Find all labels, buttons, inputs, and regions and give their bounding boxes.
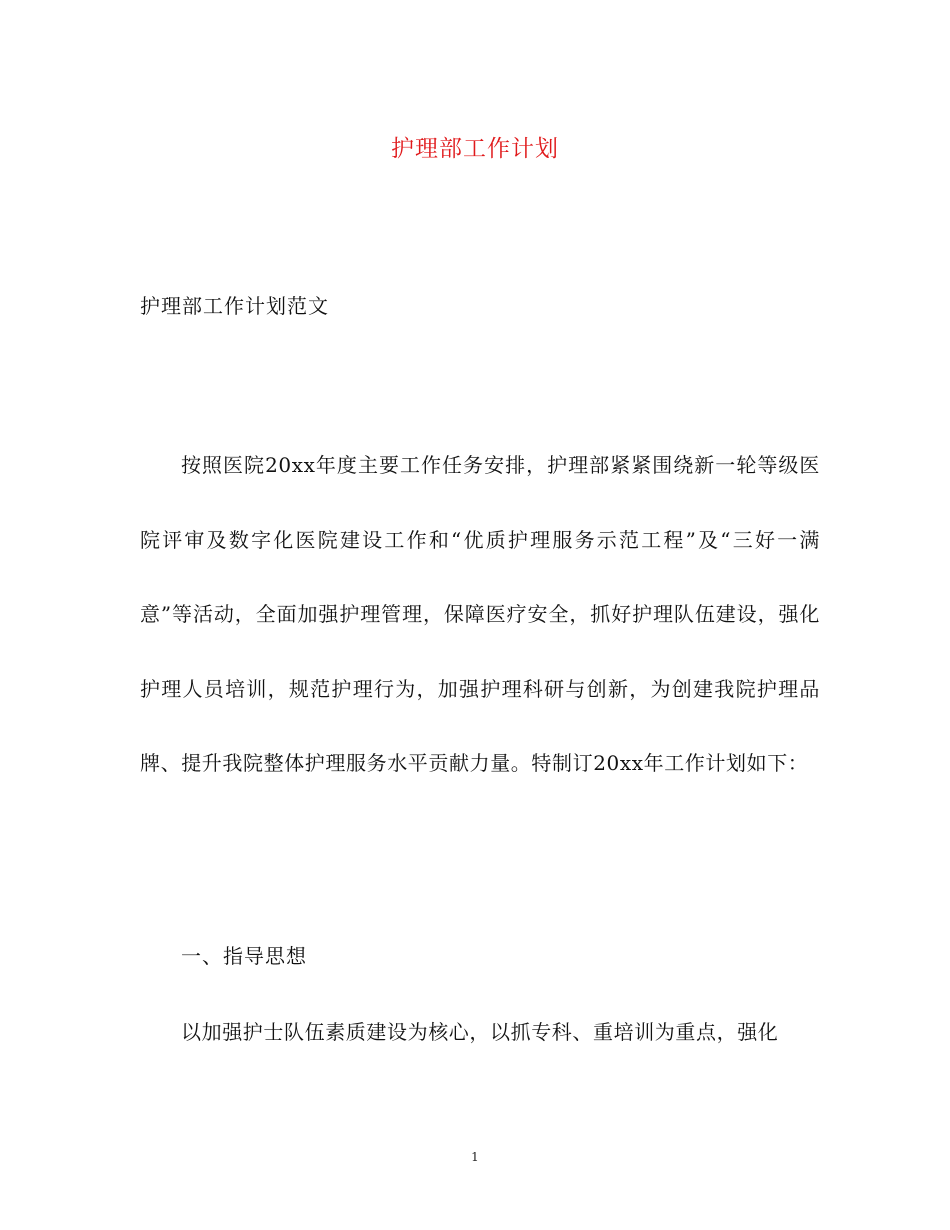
section-paragraph: 以加强护士队伍素质建设为核心，以抓专科、重培训为重点，强化 — [181, 1020, 779, 1044]
document-title: 护理部工作计划 — [391, 136, 559, 162]
section-heading-guiding-principle: 一、指导思想 — [181, 944, 307, 968]
document-subtitle: 护理部工作计划范文 — [140, 294, 329, 318]
intro-paragraph: 按照医院20xx年度主要工作任务安排，护理部紧紧围绕新一轮等级医院评审及数字化医院建设工作和“优质护理服务示范工程”及“三好一满意”等活动，全面加强护理管理，保障医疗安全，抓好护理队伍建设，强化护理人员培训，规范护理行为，加强护理科研与创新，为创建我院护理品牌、提升我院整体护理服务水平贡献力量。特制订20xx年工作计划如下： — [140, 453, 820, 775]
page-number: 1 — [471, 1150, 479, 1164]
